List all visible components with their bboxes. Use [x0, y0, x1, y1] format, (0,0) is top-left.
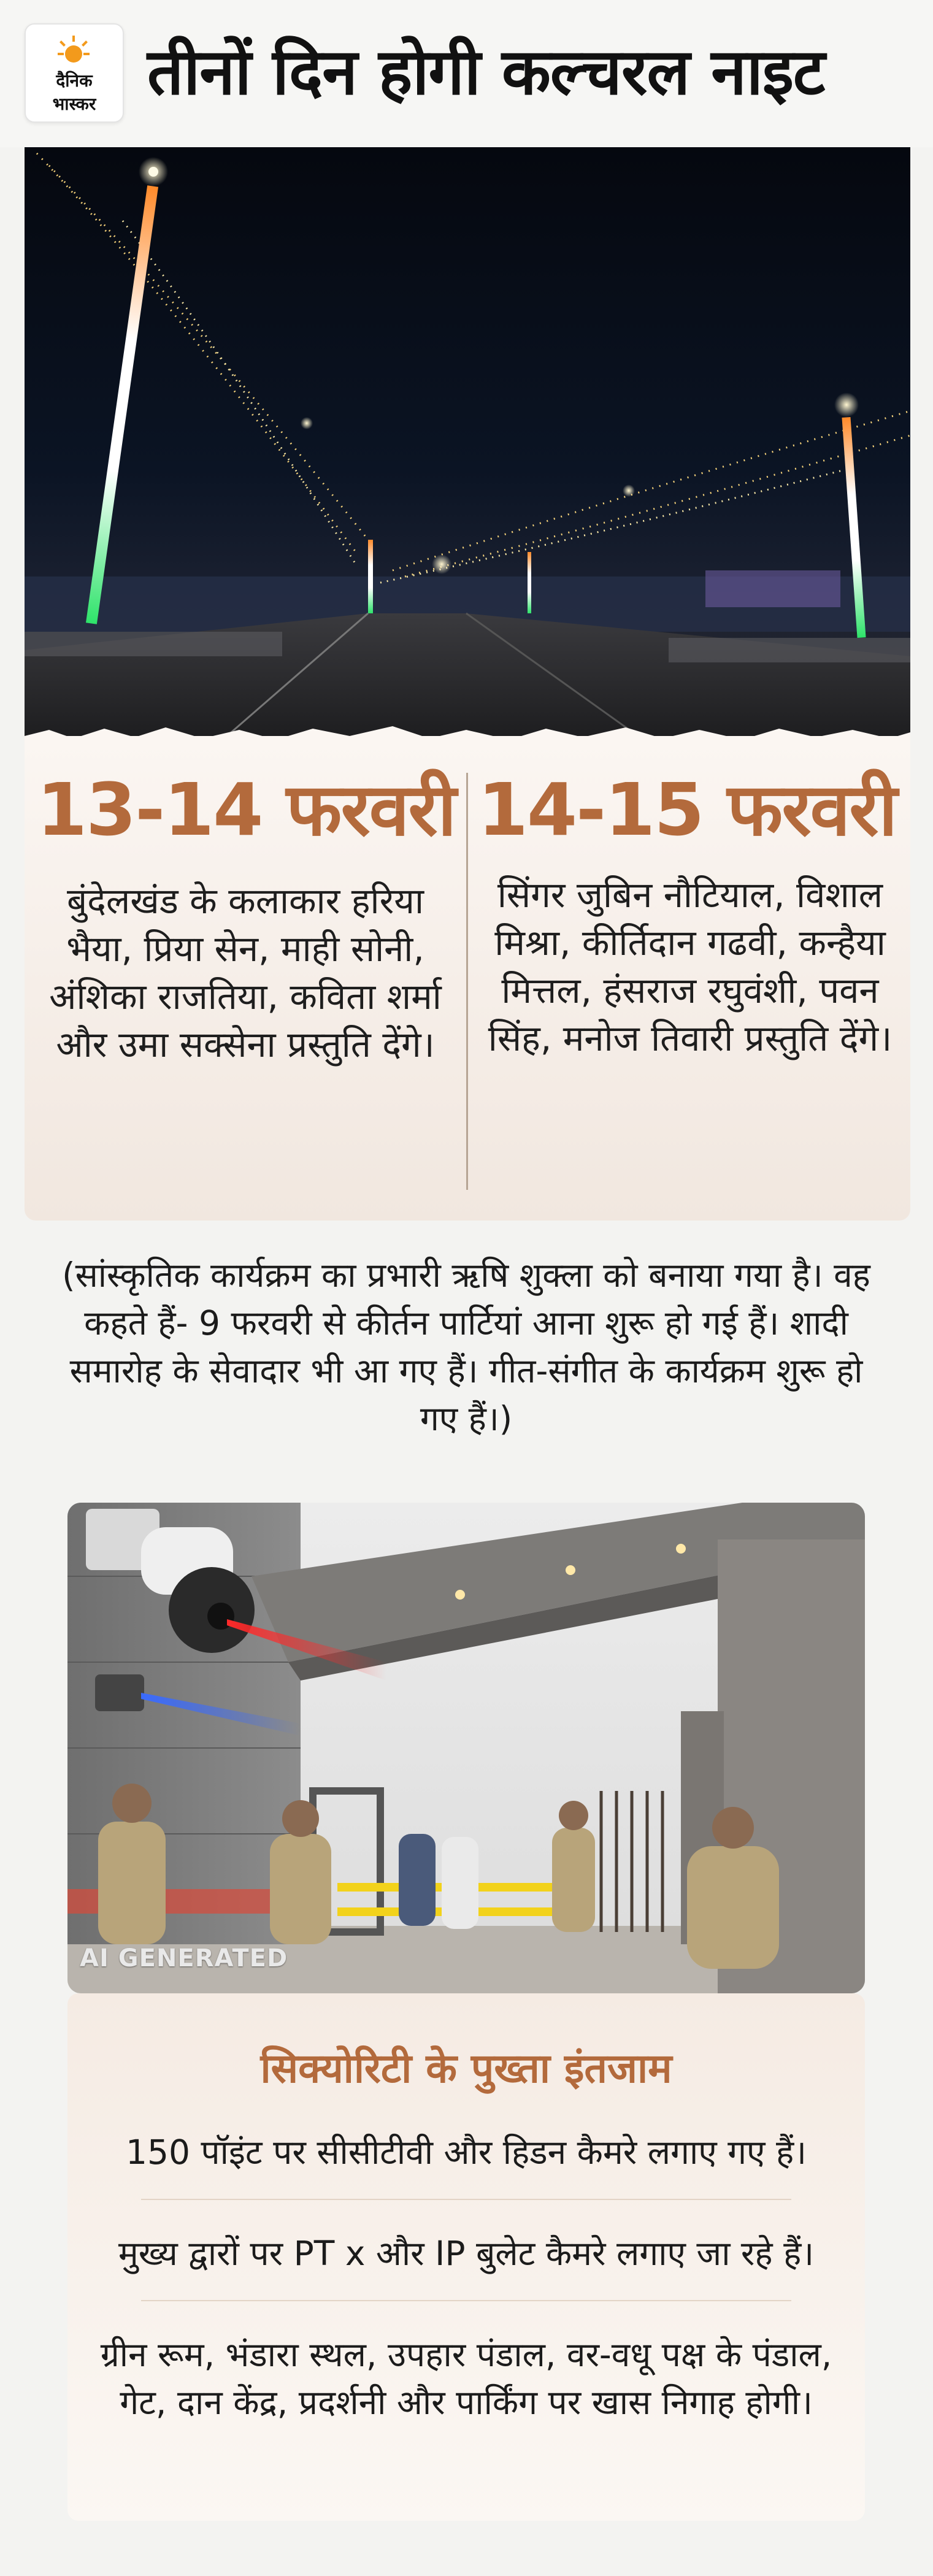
night-lights-photo [25, 147, 910, 736]
dainik-bhaskar-logo[interactable] [25, 23, 124, 123]
page-title: तीनों दिन होगी कल्चरल नाइट [147, 34, 825, 109]
event-description-right: सिंगर जुबिन नौटियाल, विशाल मिश्रा, कीर्तिदान गढवी, कन्हैया मित्तल, हंसराज रघुवंशी, पवन सिंह, मनोज तिवारी प्रस्तुति देंगे। [488, 874, 893, 1059]
logo-text-line2: भास्कर [52, 94, 96, 114]
caption-text: (सांस्कृतिक कार्यक्रम का प्रभारी ऋषि शुक्ला को बनाया गया है। वह कहते हैं- 9 फरवरी से कीर्तन पार्टियां आना शुरू हो गई हैं। शादी समारोह के सेवादार भी आ गए हैं। गीत-संगीत के कार्यक्रम शुरू हो गए हैं।) [62, 1255, 870, 1438]
event-date-left: 13-14 फरवरी [37, 767, 456, 852]
security-gate-photo [67, 1503, 865, 1993]
security-item: मुख्य द्वारों पर PT x और IP बुलेट कैमरे लगाए जा रहे हैं। [118, 2234, 815, 2273]
security-item: ग्रीन रूम, भंडारा स्थल, उपहार पंडाल, वर-वधू पक्ष के पंडाल, गेट, दान केंद्र, प्रदर्शनी और पार्किंग पर खास निगाह होगी। [100, 2335, 832, 2422]
divider [141, 2300, 791, 2301]
security-title: सिक्योरिटी के पुख्ता इंतजाम [260, 2045, 672, 2092]
event-date-right: 14-15 फरवरी [477, 767, 897, 852]
security-item: 150 पॉइंट पर सीसीटीवी और हिडन कैमरे लगाए गए हैं। [125, 2133, 807, 2172]
column-divider [466, 773, 468, 1190]
sun-icon [56, 33, 91, 67]
ai-generated-label: AI GENERATED [80, 1944, 288, 1972]
divider [141, 2199, 791, 2200]
logo-text-line1: दैनिक [56, 71, 93, 91]
event-description-left: बुंदेलखंड के कलाकार हरिया भैया, प्रिया सेन, माही सोनी, अंशिका राजतिया, कविता शर्मा और उमा सक्सेना प्रस्तुति देंगे। [49, 880, 442, 1065]
